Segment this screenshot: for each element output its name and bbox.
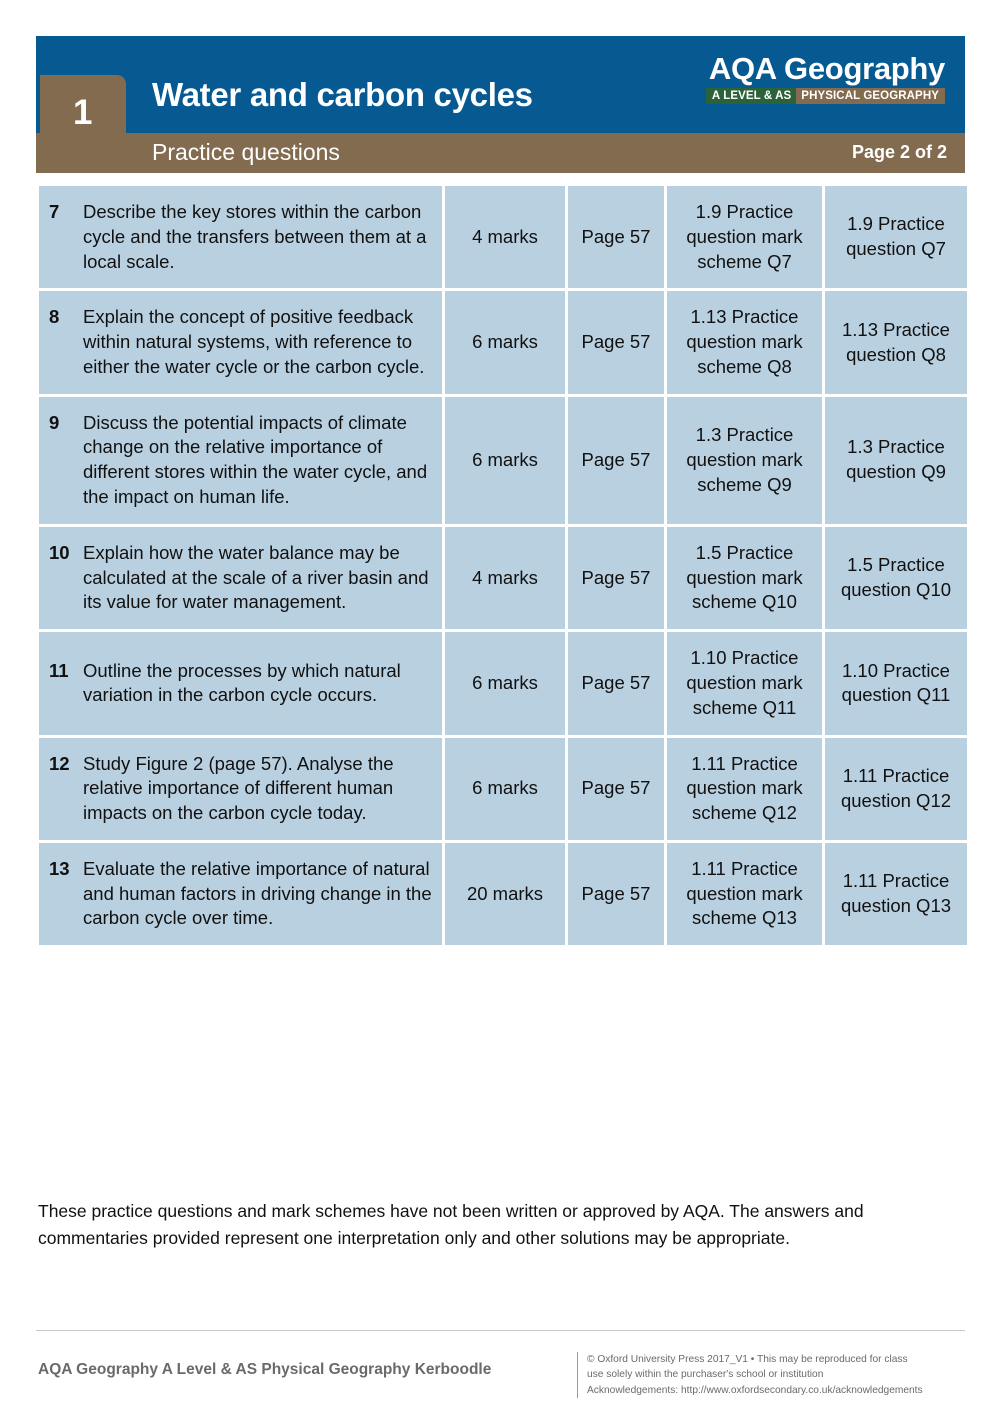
page-cell: Page 57: [568, 186, 664, 288]
marks-cell: 4 marks: [445, 527, 565, 629]
copyright-line-2: use solely within the purchaser's school or institution: [587, 1369, 824, 1381]
page-cell: Page 57: [568, 843, 664, 945]
mark-scheme-cell: 1.5 Practice question mark scheme Q10: [667, 527, 822, 629]
chapter-number-label: 1: [73, 93, 93, 132]
logo-badges: [706, 88, 945, 104]
page-cell: Page 57: [568, 738, 664, 840]
mark-scheme-cell: 1.3 Practice question mark scheme Q9: [667, 397, 822, 524]
table-row: [39, 397, 967, 524]
question-ref-cell: 1.5 Practice question Q10: [825, 527, 967, 629]
page-title: Water and carbon cycles: [152, 76, 533, 113]
question-text: Outline the processes by which natural variation in the carbon cycle occurs.: [83, 659, 401, 706]
question-cell: [39, 527, 442, 629]
question-text: Study Figure 2 (page 57). Analyse the relative importance of different human impacts on the carbon cycle today.: [83, 752, 394, 824]
practice-questions-table: [36, 183, 970, 948]
table-row: [39, 291, 967, 393]
question-text: Describe the key stores within the carbon cycle and the transfers between them at a local scale.: [83, 201, 427, 272]
disclaimer-text: These practice questions and mark schemes have not been written or approved by AQA. The answers and commentaries provided represent one interpretation only and other solutions may be appropriate.: [38, 1201, 864, 1248]
footer-product-name: AQA Geography A Level & AS Physical Geography Kerboodle: [38, 1361, 492, 1378]
question-number: 11: [49, 659, 69, 681]
mark-scheme-cell: 1.9 Practice question mark scheme Q7: [667, 186, 822, 288]
mark-scheme-cell: 1.11 Practice question mark scheme Q13: [667, 843, 822, 945]
page-cell: Page 57: [568, 632, 664, 734]
table-row: [39, 186, 967, 288]
page-subtitle: Practice questions: [152, 139, 340, 165]
question-number: 8: [49, 306, 60, 328]
logo-main-text: AQA Geography: [708, 51, 945, 86]
table-row: [39, 527, 967, 629]
question-cell: [39, 843, 442, 945]
mark-scheme-cell: 1.10 Practice question mark scheme Q11: [667, 632, 822, 734]
logo-badge-physical-geography: PHYSICAL GEOGRAPHY: [796, 88, 945, 104]
question-number: 9: [49, 411, 60, 433]
marks-cell: 4 marks: [445, 186, 565, 288]
question-text: Discuss the potential impacts of climate change on the relative importance of different stores within the water cycle, and the impact on human life.: [83, 411, 428, 508]
page-cell: Page 57: [568, 527, 664, 629]
question-text: Explain the concept of positive feedback within natural systems, with reference to either the water cycle or the carbon cycle.: [83, 306, 425, 377]
question-ref-cell: 1.10 Practice question Q11: [825, 632, 967, 734]
question-cell: [39, 738, 442, 840]
mark-scheme-cell: 1.11 Practice question mark scheme Q12: [667, 738, 822, 840]
question-number: 10: [49, 541, 70, 563]
marks-cell: 6 marks: [445, 632, 565, 734]
aqa-geography-logo: [706, 53, 945, 104]
question-number: 13: [49, 857, 70, 879]
question-number: 12: [49, 752, 70, 774]
question-cell: [39, 397, 442, 524]
question-ref-cell: 1.11 Practice question Q13: [825, 843, 967, 945]
question-ref-cell: 1.13 Practice question Q8: [825, 291, 967, 393]
page-header: [36, 36, 965, 173]
question-number: 7: [49, 201, 60, 222]
marks-cell: 6 marks: [445, 291, 565, 393]
marks-cell: 20 marks: [445, 843, 565, 945]
chapter-number-tab: [40, 75, 126, 173]
footer-copyright: [577, 1352, 969, 1398]
marks-cell: 6 marks: [445, 738, 565, 840]
mark-scheme-cell: 1.13 Practice question mark scheme Q8: [667, 291, 822, 393]
question-text: Explain how the water balance may be calculated at the scale of a river basin and its value for water management.: [83, 541, 429, 613]
question-cell: [39, 291, 442, 393]
copyright-line-1: © Oxford University Press 2017_V1 • This may be reproduced for class: [587, 1354, 908, 1365]
page-cell: Page 57: [568, 397, 664, 524]
table-body: [39, 186, 967, 945]
question-ref-cell: 1.9 Practice question Q7: [825, 186, 967, 288]
page-cell: Page 57: [568, 291, 664, 393]
question-cell: [39, 632, 442, 734]
page-indicator: Page 2 of 2: [851, 142, 947, 162]
marks-cell: 6 marks: [445, 397, 565, 524]
question-text: Evaluate the relative importance of natural and human factors in driving change in the carbon cycle over time.: [83, 857, 432, 929]
table-row: [39, 738, 967, 840]
footer-divider: [36, 1330, 965, 1331]
table-row: [39, 843, 967, 945]
logo-badge-a-level: A LEVEL & AS: [706, 88, 796, 104]
question-ref-cell: 1.11 Practice question Q12: [825, 738, 967, 840]
table-row: [39, 632, 967, 734]
question-cell: [39, 186, 442, 288]
question-ref-cell: 1.3 Practice question Q9: [825, 397, 967, 524]
copyright-line-3: Acknowledgements: http://www.oxfordsecondary.co.uk/acknowledgements: [587, 1384, 923, 1396]
